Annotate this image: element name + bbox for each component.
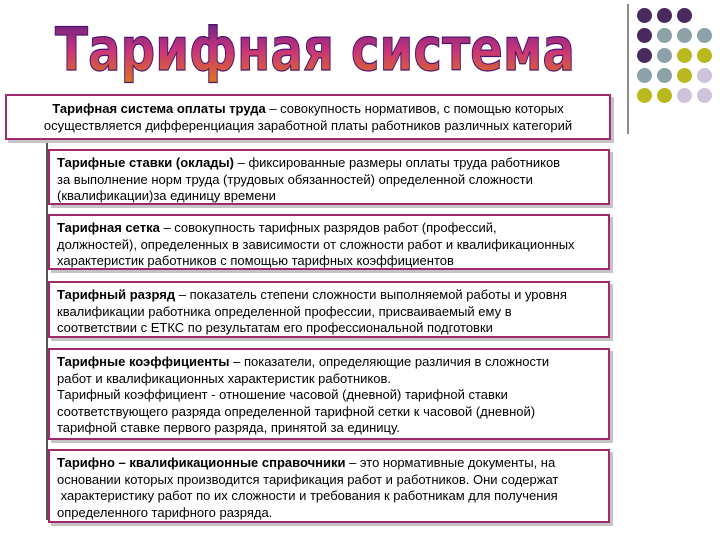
definition-box-tariff-coefficients bbox=[48, 348, 610, 440]
definition-line bbox=[11, 101, 605, 118]
definition-text: – совокупность тарифных разрядов работ (профессий, bbox=[159, 220, 497, 235]
decor-dot bbox=[657, 68, 672, 83]
definition-line bbox=[57, 354, 602, 371]
definition-line: соответствующего разряда определенной тарифной сетки к часовой (дневной) bbox=[57, 403, 536, 419]
definition-term: Тарифные ставки (оклады) bbox=[57, 155, 234, 170]
definition-line: (квалификации)за единицу времени bbox=[57, 188, 276, 203]
definition-line bbox=[57, 155, 602, 172]
decor-dot bbox=[697, 28, 712, 43]
decor-dots bbox=[637, 8, 717, 116]
decor-dot bbox=[637, 68, 652, 83]
definition-line: работ и квалификационных характеристик работников. bbox=[57, 370, 391, 386]
definition-line: тарифной ставке первого разряда, принятой за единицу. bbox=[57, 420, 400, 435]
decor-dot bbox=[637, 88, 652, 103]
decor-dot bbox=[657, 88, 672, 103]
definition-text: – это нормативные документы, на bbox=[345, 455, 556, 470]
definition-term: Тарифная сетка bbox=[57, 220, 160, 235]
decor-dot bbox=[677, 28, 692, 43]
definition-line: Тарифный коэффициент - отношение часовой (дневной) тарифной ставки bbox=[57, 387, 508, 402]
page-title bbox=[0, 4, 640, 90]
decor-dot bbox=[657, 48, 672, 63]
decor-dot bbox=[677, 8, 692, 23]
definition-line bbox=[57, 287, 602, 304]
decor-dot bbox=[697, 88, 712, 103]
definition-line: должностей), определенных в зависимости от сложности работ и квалификационных bbox=[57, 236, 575, 252]
decor-dot bbox=[677, 48, 692, 63]
decor-dot bbox=[677, 68, 692, 83]
definition-line: основании которых производится тарификация работ и работников. Они содержат bbox=[57, 471, 559, 487]
decor-dot bbox=[697, 68, 712, 83]
definition-text: – показатель степени сложности выполняемой работы и уровня bbox=[175, 287, 567, 302]
definition-box-tariff-grid bbox=[48, 214, 610, 270]
definition-text: – показатели, определяющие различия в сложности bbox=[229, 354, 550, 369]
definition-line: характеристику работ по их сложности и требования к работникам для получения bbox=[57, 488, 558, 503]
definition-term: Тарифно – квалификационные справочники bbox=[57, 455, 346, 470]
definition-line: осуществляется дифференциация заработной платы работников различных категорий bbox=[43, 117, 573, 133]
definition-term: Тарифный разряд bbox=[57, 287, 176, 302]
definition-line bbox=[57, 455, 602, 472]
definition-line: определенного тарифного разряда. bbox=[57, 504, 273, 520]
definition-term: Тарифная система оплаты труда bbox=[52, 101, 266, 116]
decor-dot bbox=[657, 8, 672, 23]
definition-line bbox=[57, 220, 602, 237]
definition-box-tariff-rates bbox=[48, 149, 610, 205]
definition-box-tariff-grade bbox=[48, 281, 610, 338]
decor-dot bbox=[637, 8, 652, 23]
definition-term: Тарифные коэффициенты bbox=[57, 354, 230, 369]
decor-dot bbox=[637, 48, 652, 63]
definition-text: – фиксированные размеры оплаты труда работников bbox=[234, 155, 561, 170]
decor-dot bbox=[657, 28, 672, 43]
decor-divider bbox=[627, 4, 629, 134]
title-graphic bbox=[0, 4, 640, 90]
decor-dot bbox=[637, 28, 652, 43]
definition-box-main bbox=[5, 94, 611, 140]
title-text: Тарифная система bbox=[55, 15, 575, 85]
definition-line: характеристик работников с помощью тарифных коэффициентов bbox=[57, 253, 454, 268]
definition-line: квалификации работника определенной профессии, присваиваемый ему в bbox=[57, 303, 512, 319]
decor-dot bbox=[697, 48, 712, 63]
definition-box-qualification-handbooks bbox=[48, 449, 610, 523]
definition-line: соответствии с ЕТКС по результатам его профессиональной подготовки bbox=[57, 320, 493, 335]
decor-dot bbox=[677, 88, 692, 103]
definition-line: за выполнение норм труда (трудовых обязанностей) определенной сложности bbox=[57, 171, 533, 187]
definition-text: – совокупность нормативов, с помощью которых bbox=[265, 101, 564, 116]
